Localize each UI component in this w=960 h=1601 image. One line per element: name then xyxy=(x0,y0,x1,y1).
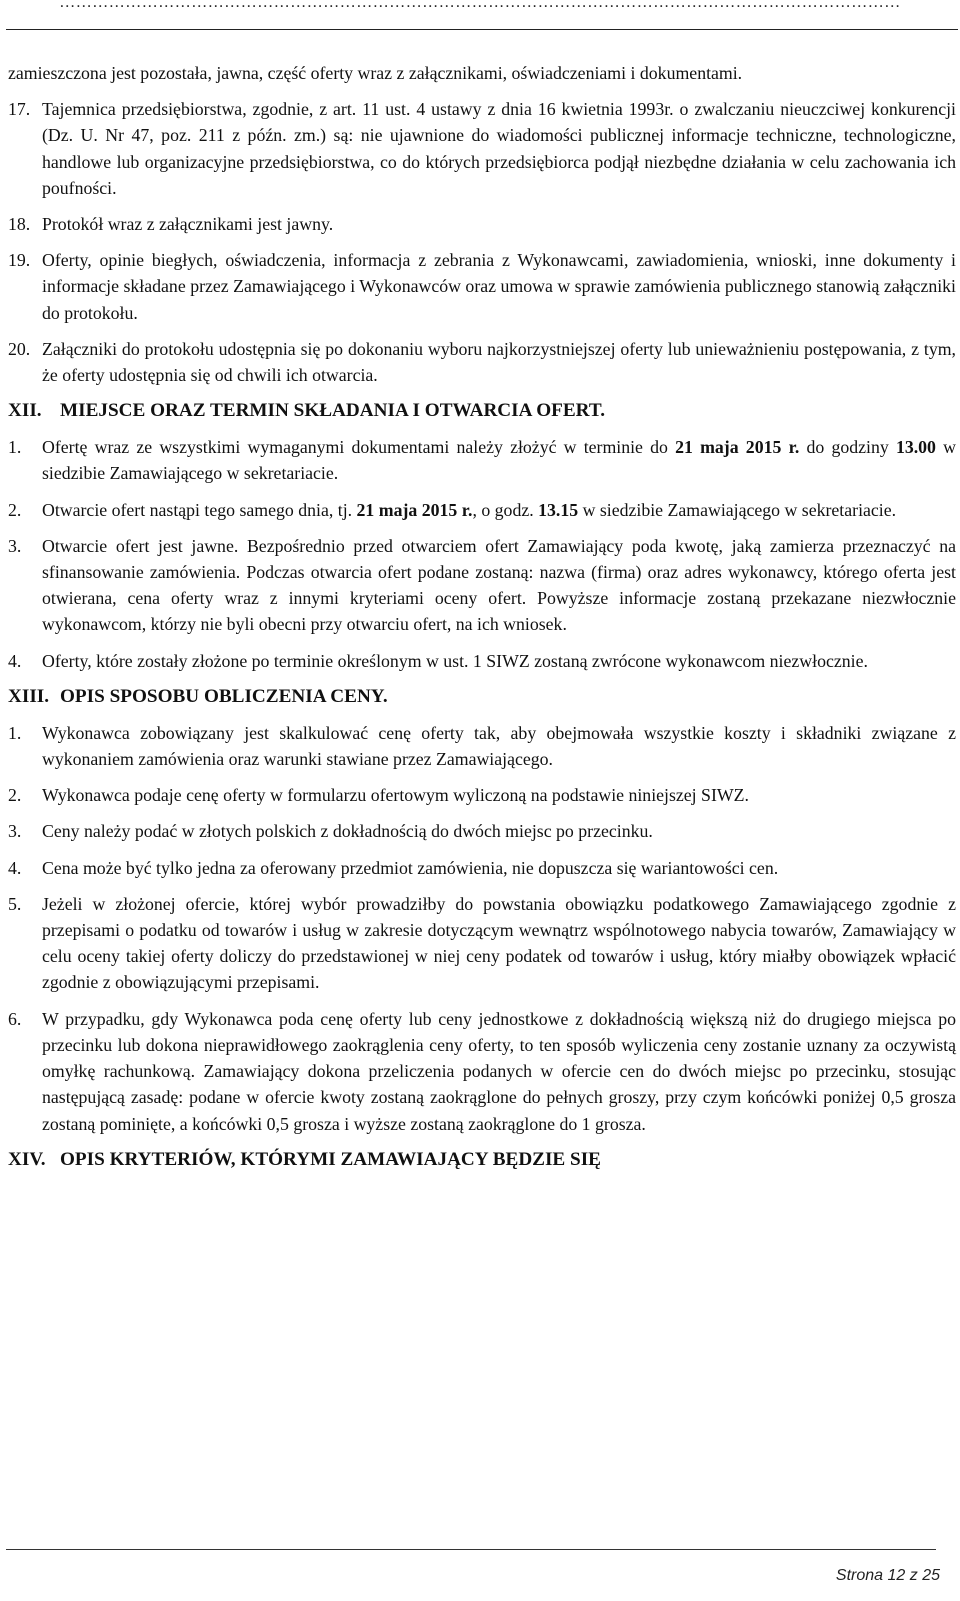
section-title: OPIS SPOSOBU OBLICZENIA CENY. xyxy=(60,685,388,707)
section-xiii-item-2 xyxy=(8,782,956,808)
submission-date: 21 maja 2015 r. xyxy=(675,437,800,458)
list-item-text: Oferty, opinie biegłych, oświadczenia, informacja z zebrania z Wykonawcami, zawiadomienia, wnioski, inne dokumenty i informacje składane przez Zamawiającego i Wykonawców oraz umowa w sprawie zamówienia publicznego stanowią załączniki do protokołu. xyxy=(42,250,956,323)
opening-time: 13.15 xyxy=(538,499,579,520)
section-xii-item-2 xyxy=(8,497,956,523)
section-heading-xii xyxy=(8,398,956,424)
list-item-text: Otwarcie ofert jest jawne. Bezpośrednio przed otwarciem ofert Zamawiający poda kwotę, jaką zamierza przeznaczyć na sfinansowanie zamówienia. Podczas otwarcia ofert podane zostaną: nazwa (firma) oraz adres wykonawcy, którego oferta jest otwierana, cena oferty wraz z innymi kryteriami oceny ofert. Powyższe informacje zostaną przekazane niezwłocznie wykonawcom, którzy nie byli obecni przy otwarciu ofert, na ich wniosek. xyxy=(42,535,956,635)
section-xii-item-1 xyxy=(8,434,956,486)
list-item-text: Wykonawca podaje cenę oferty w formularzu ofertowym wyliczoną na podstawie niniejszej SIWZ. xyxy=(42,785,749,806)
section-heading-xiii xyxy=(8,684,956,710)
list-item-number: 1. xyxy=(8,437,22,458)
section-xiii-item-3 xyxy=(8,818,956,844)
list-item-text xyxy=(42,497,956,523)
header-dots: ……………………………………………………………………………………………………………………………………… xyxy=(59,0,901,11)
list-item-text: Tajemnica przedsiębiorstwa, zgodnie, z art. 11 ust. 4 ustawy z dnia 16 kwietnia 1993r. o zwalczaniu nieuczciwej konkurencji (Dz. U. Nr 47, poz. 211 z późn. zm.) są: nie ujawnione do wiadomości publicznej informacje techniczne, technologiczne, handlowe lub organizacyjne przedsiębiorstwa, co do których przedsiębiorca podjął niezbędne działania w celu zachowania ich poufności. xyxy=(42,99,956,198)
list-item-number: 20. xyxy=(8,338,31,359)
list-item-number: 17. xyxy=(8,99,31,120)
submission-time: 13.00 xyxy=(895,437,936,458)
header-rule xyxy=(6,29,958,30)
list-item-number: 6. xyxy=(8,1008,22,1029)
list-item-text: Cena może być tylko jedna za oferowany przedmiot zamówienia, nie dopuszcza się wariantowości cen. xyxy=(42,857,779,878)
list-item-number: 5. xyxy=(8,893,22,914)
list-item-text xyxy=(42,434,956,486)
list-item-number: 2. xyxy=(8,785,22,806)
text-run: Otwarcie ofert nastąpi tego samego dnia, tj. xyxy=(42,499,357,520)
text-run: , o godz. xyxy=(472,499,539,520)
section-number: XIV. xyxy=(8,1148,46,1170)
page-number: Strona 12 z 25 xyxy=(835,1567,940,1584)
text-run: w siedzibie Zamawiającego w sekretariacie. xyxy=(578,499,897,520)
list-item-text: Załączniki do protokołu udostępnia się po dokonaniu wyboru najkorzystniejszej oferty lub unieważnieniu postępowania, z tym, że oferty udostępnia się od chwili ich otwarcia. xyxy=(42,338,956,386)
list-item-19 xyxy=(8,247,956,326)
list-item-text: Ceny należy podać w złotych polskich z dokładnością do dwóch miejsc po przecinku. xyxy=(42,821,653,842)
section-xiii-item-1 xyxy=(8,720,956,772)
list-item-18 xyxy=(8,211,956,237)
text-run: do godziny xyxy=(799,437,896,458)
list-item-number: 3. xyxy=(8,535,22,556)
section-xii-item-4 xyxy=(8,648,956,674)
section-xiii-item-4 xyxy=(8,855,956,881)
footer-rule xyxy=(6,1549,936,1550)
opening-date: 21 maja 2015 r. xyxy=(356,499,473,520)
list-item-17 xyxy=(8,96,956,201)
section-heading-xiv xyxy=(8,1147,956,1173)
section-number: XIII. xyxy=(8,685,50,707)
list-item-number: 3. xyxy=(8,821,22,842)
list-item-number: 1. xyxy=(8,722,22,743)
section-xiii-item-6 xyxy=(8,1006,956,1137)
section-title: MIEJSCE ORAZ TERMIN SKŁADANIA I OTWARCIA OFERT. xyxy=(60,400,606,422)
list-item-text: Jeżeli w złożonej ofercie, której wybór prowadziłby do powstania obowiązku podatkowego Zamawiającego zgodnie z przepisami o podatku od towarów i usług w zakresie dotyczącym wewnątrz wspólnotowego nabycia towarów, Zamawiający w celu oceny takiej oferty doliczy do przedstawionej w niej ceny podatek od towarów i usług, który miałby obowiązek wpłacić zgodnie z obowiązującymi przepisami. xyxy=(42,893,956,993)
section-number: XII. xyxy=(8,400,42,422)
text-run: Ofertę wraz ze wszystkimi wymaganymi dokumentami należy złożyć w terminie do xyxy=(42,437,676,458)
list-item-20 xyxy=(8,336,956,388)
section-xiii-item-5 xyxy=(8,891,956,996)
list-item-number: 2. xyxy=(8,499,22,520)
list-item-text: Wykonawca zobowiązany jest skalkulować cenę oferty tak, aby obejmowała wszystkie koszty i składniki związane z wykonaniem zamówienia oraz warunki stawiane przez Zamawiającego. xyxy=(42,722,956,770)
list-item-text: Oferty, które zostały złożone po terminie określonym w ust. 1 SIWZ zostaną zwrócone wykonawcom niezwłocznie. xyxy=(42,650,868,671)
list-item-number: 4. xyxy=(8,650,22,671)
section-xii-item-3 xyxy=(8,533,956,638)
list-item-text: W przypadku, gdy Wykonawca poda cenę oferty lub ceny jednostkowe z dokładnością większą niż do drugiego miejsca po przecinku lub dokona nieprawidłowego zaokrąglenia ceny oferty, to ten sposób wyliczenia ceny zostanie uznany za oczywistą omyłkę rachunkową. Zamawiający dokona przeliczenia podanych w ofercie cen do dwóch miejsc po przecinku, stosując następującą zasadę: podane w ofercie kwoty zostaną zaokrąglone do pełnych groszy, przy czym końcówki poniżej 0,5 grosza zostaną pominięte, a końcówki 0,5 grosza i wyższe zostaną zaokrąglone do 1 grosza. xyxy=(42,1008,956,1134)
section-title: OPIS KRYTERIÓW, KTÓRYMI ZAMAWIAJĄCY BĘDZIE SIĘ xyxy=(60,1148,601,1170)
list-item-number: 19. xyxy=(8,250,31,271)
list-item-number: 18. xyxy=(8,214,31,235)
intro-paragraph: zamieszczona jest pozostała, jawna, część oferty wraz z załącznikami, oświadczeniami i dokumentami. xyxy=(8,63,743,83)
text-run: w siedzibie Zamawiającego w sekretariacie. xyxy=(42,437,956,484)
document-body xyxy=(8,60,956,1183)
list-item-number: 4. xyxy=(8,857,22,878)
list-item-text: Protokół wraz z załącznikami jest jawny. xyxy=(42,214,334,235)
